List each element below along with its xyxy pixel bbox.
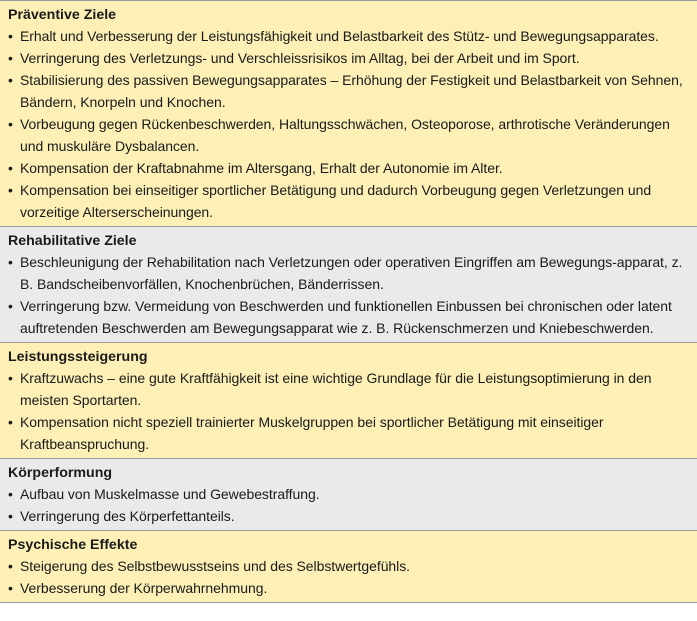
list-item: • Erhalt und Verbesserung der Leistungsfähigkeit und Belastbarkeit des Stütz- und Bewegungsapparates. <box>8 25 689 47</box>
section-rehabilitative-ziele <box>0 227 697 343</box>
section-title: Leistungssteigerung <box>8 349 148 365</box>
section-title: Rehabilitative Ziele <box>8 233 137 249</box>
list-item: • Aufbau von Muskelmasse und Gewebestraffung. <box>8 483 689 505</box>
list-item: • Verringerung des Körperfettanteils. <box>8 505 689 527</box>
section-title: Präventive Ziele <box>8 7 117 23</box>
section-psychische-effekte <box>0 531 697 603</box>
section-title: Psychische Effekte <box>8 537 138 553</box>
list-item: • Verringerung des Verletzungs- und Verschleissrisikos im Alltag, bei der Arbeit und im Sport. <box>8 47 689 69</box>
list-item: • Kraftzuwachs – eine gute Kraftfähigkeit ist eine wichtige Grundlage für die Leistungsoptimierung in den meisten Sportarten. <box>8 367 689 411</box>
bullet-list <box>8 251 689 339</box>
list-item: • Verbesserung der Körperwahrnehmung. <box>8 577 689 599</box>
section-praeventive-ziele <box>0 1 697 227</box>
bullet-list <box>8 367 689 455</box>
list-item: • Verringerung bzw. Vermeidung von Beschwerden und funktionellen Einbussen bei chronischen oder latent auftretenden Beschwerden am Bewegungsapparat wie z. B. Rückenschmerzen und Kniebeschwerden. <box>8 295 689 339</box>
list-item: • Kompensation bei einseitiger sportlicher Betätigung und dadurch Vorbeugung gegen Verletzungen und vorzeitige Alterserscheinungen. <box>8 179 689 223</box>
list-item: • Kompensation der Kraftabnahme im Altersgang, Erhalt der Autonomie im Alter. <box>8 157 689 179</box>
list-item: • Stabilisierung des passiven Bewegungsapparates – Erhöhung der Festigkeit und Belastbarkeit von Sehnen, Bändern, Knorpeln und Knochen. <box>8 69 689 113</box>
section-title: Körperformung <box>8 465 113 481</box>
list-item: • Vorbeugung gegen Rückenbeschwerden, Haltungsschwächen, Osteoporose, arthrotische Veränderungen und muskuläre Dysbalancen. <box>8 113 689 157</box>
list-item: • Kompensation nicht speziell trainierter Muskelgruppen bei sportlicher Betätigung mit einseitiger Kraftbeanspruchung. <box>8 411 689 455</box>
section-koerperformung <box>0 459 697 531</box>
bullet-list <box>8 483 689 527</box>
bullet-list <box>8 555 689 599</box>
list-item: • Steigerung des Selbstbewusstseins und des Selbstwertgefühls. <box>8 555 689 577</box>
list-item: • Beschleunigung der Rehabilitation nach Verletzungen oder operativen Eingriffen am Bewegungs-apparat, z. B. Bandscheibenvorfällen, Knochenbrüchen, Bänderrissen. <box>8 251 689 295</box>
bullet-list <box>8 25 689 223</box>
section-leistungssteigerung <box>0 343 697 459</box>
